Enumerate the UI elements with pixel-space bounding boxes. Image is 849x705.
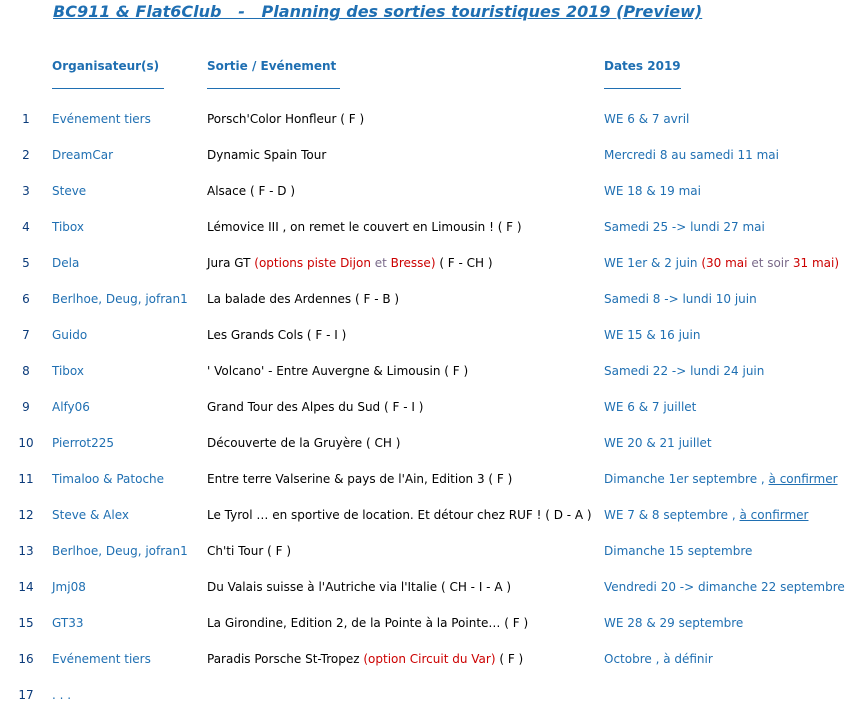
table-row [0, 614, 849, 632]
date-text: WE 1er & 2 juin [604, 256, 702, 270]
event-countries: ( F ) [495, 652, 524, 666]
row-date: WE 20 & 21 juillet [604, 436, 712, 450]
row-organizer: GT33 [52, 616, 84, 630]
row-event: Alsace ( F - D ) [207, 184, 296, 198]
row-date [604, 254, 839, 272]
date-text: WE 7 & 8 septembre , [604, 508, 740, 522]
table-row [0, 650, 849, 668]
row-number: 3 [22, 184, 30, 198]
header-underline-organizers [52, 88, 164, 89]
date-option-connector: et soir [747, 256, 793, 270]
row-number: 9 [22, 400, 30, 414]
row-event: ' Volcano' - Entre Auvergne & Limousin ( F ) [207, 364, 469, 378]
date-option-highlight: 31 mai) [792, 256, 840, 270]
row-date: Samedi 8 -> lundi 10 juin [604, 292, 757, 306]
date-text: Dimanche 1er septembre , [604, 472, 769, 486]
table-row [0, 146, 849, 164]
confirm-link[interactable]: à confirmer [739, 508, 809, 522]
row-organizer: Berlhoe, Deug, jofran1 [52, 292, 188, 306]
row-date [604, 506, 808, 524]
row-date: WE 15 & 16 juin [604, 328, 701, 342]
row-number: 8 [22, 364, 30, 378]
row-event: Entre terre Valserine & pays de l'Ain, Edition 3 ( F ) [207, 472, 513, 486]
table-row [0, 578, 849, 596]
event-countries: ( F - CH ) [435, 256, 493, 270]
row-date: Mercredi 8 au samedi 11 mai [604, 148, 779, 162]
row-date: Samedi 22 -> lundi 24 juin [604, 364, 765, 378]
row-event [207, 650, 523, 668]
row-date: WE 6 & 7 juillet [604, 400, 697, 414]
row-date: WE 18 & 19 mai [604, 184, 701, 198]
row-event [207, 254, 493, 272]
row-date: Vendredi 20 -> dimanche 22 septembre [604, 580, 845, 594]
row-event: Grand Tour des Alpes du Sud ( F - I ) [207, 400, 424, 414]
row-date: WE 28 & 29 septembre [604, 616, 744, 630]
row-organizer: Berlhoe, Deug, jofran1 [52, 544, 188, 558]
row-organizer: Tibox [52, 220, 84, 234]
row-organizer: Evénement tiers [52, 112, 151, 126]
row-number: 10 [18, 436, 34, 450]
row-organizer: . . . [52, 688, 72, 702]
row-organizer: Evénement tiers [52, 652, 151, 666]
row-number: 15 [18, 616, 34, 630]
page-title: BC911 & Flat6Club - Planning des sorties touristiques 2019 (Preview) [53, 2, 703, 21]
header-event: Sortie / Evénement [207, 59, 337, 73]
row-number: 14 [18, 580, 34, 594]
table-row [0, 434, 849, 452]
row-date: Samedi 25 -> lundi 27 mai [604, 220, 765, 234]
event-option-highlight: (option Circuit du Var) [363, 652, 496, 666]
row-number: 13 [18, 544, 34, 558]
row-organizer: DreamCar [52, 148, 114, 162]
header-underline-event [207, 88, 340, 89]
table-row [0, 290, 849, 308]
row-number: 11 [18, 472, 34, 486]
row-organizer: Jmj08 [52, 580, 86, 594]
row-organizer: Timaloo & Patoche [52, 472, 165, 486]
table-row [0, 542, 849, 560]
event-option-highlight: Bresse) [390, 256, 436, 270]
row-organizer: Tibox [52, 364, 84, 378]
row-number: 4 [22, 220, 30, 234]
row-number: 16 [18, 652, 34, 666]
table-row [0, 218, 849, 236]
event-text: Jura GT [207, 256, 255, 270]
table-row [0, 506, 849, 524]
header-dates: Dates 2019 [604, 59, 681, 73]
row-organizer: Steve [52, 184, 87, 198]
row-organizer: Alfy06 [52, 400, 90, 414]
row-number: 12 [18, 508, 34, 522]
header-underline-dates [604, 88, 681, 89]
row-event: Porsch'Color Honfleur ( F ) [207, 112, 365, 126]
event-option-connector: et [370, 256, 391, 270]
row-number: 7 [22, 328, 30, 342]
row-event: La Girondine, Edition 2, de la Pointe à la Pointe… ( F ) [207, 616, 529, 630]
table-row [0, 686, 849, 704]
event-option-highlight: (options piste Dijon [254, 256, 371, 270]
row-number: 6 [22, 292, 30, 306]
row-organizer: Pierrot225 [52, 436, 115, 450]
table-row [0, 362, 849, 380]
row-date: Octobre , à définir [604, 652, 713, 666]
table-row [0, 110, 849, 128]
table-row [0, 254, 849, 272]
event-text: Paradis Porsche St-Tropez [207, 652, 364, 666]
row-event: Lémovice III , on remet le couvert en Limousin ! ( F ) [207, 220, 522, 234]
row-number: 5 [22, 256, 30, 270]
row-event: Les Grands Cols ( F - I ) [207, 328, 347, 342]
row-date: Dimanche 15 septembre [604, 544, 753, 558]
row-organizer: Guido [52, 328, 88, 342]
row-organizer: Steve & Alex [52, 508, 129, 522]
row-event: La balade des Ardennes ( F - B ) [207, 292, 400, 306]
row-event: Découverte de la Gruyère ( CH ) [207, 436, 401, 450]
table-row [0, 398, 849, 416]
date-option-highlight: (30 mai [701, 256, 748, 270]
row-event: Du Valais suisse à l'Autriche via l'Italie ( CH - I - A ) [207, 580, 512, 594]
confirm-link[interactable]: à confirmer [768, 472, 838, 486]
table-row [0, 470, 849, 488]
row-number: 17 [18, 688, 34, 702]
row-date: WE 6 & 7 avril [604, 112, 690, 126]
row-organizer: Dela [52, 256, 80, 270]
table-row [0, 326, 849, 344]
row-event: Dynamic Spain Tour [207, 148, 327, 162]
row-event: Le Tyrol … en sportive de location. Et détour chez RUF ! ( D - A ) [207, 508, 592, 522]
table-row [0, 182, 849, 200]
row-event: Ch'ti Tour ( F ) [207, 544, 292, 558]
row-number: 2 [22, 148, 30, 162]
header-organizers: Organisateur(s) [52, 59, 160, 73]
row-date [604, 470, 838, 488]
row-number: 1 [22, 112, 30, 126]
